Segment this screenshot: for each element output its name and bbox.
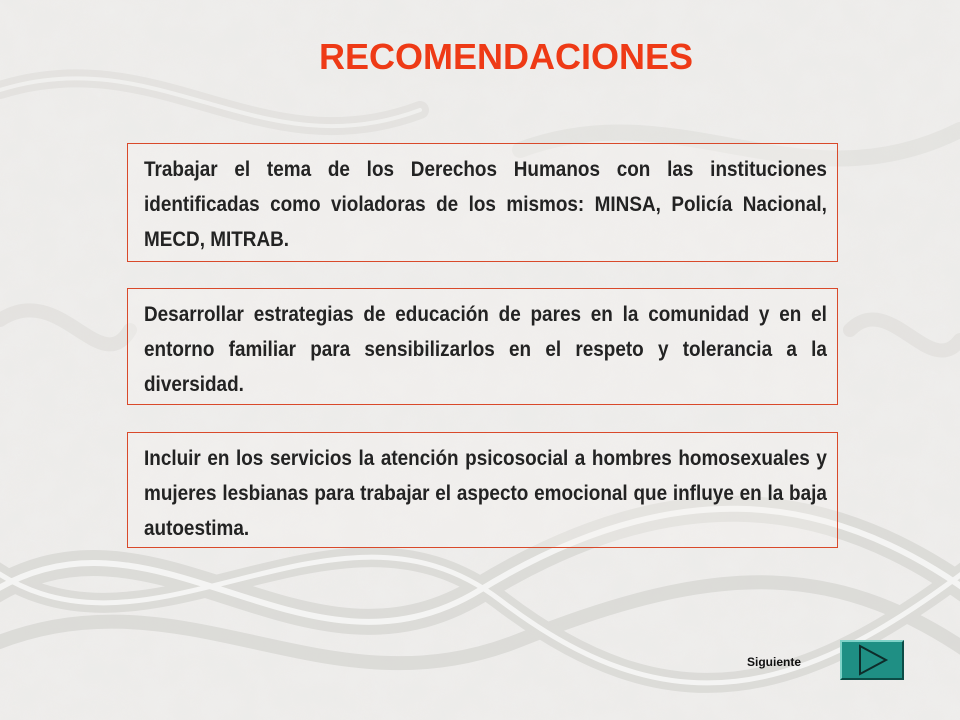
recommendation-text: Trabajar el tema de los Derechos Humanos con las instituciones identificadas como violadoras de los mismos: MINSA, Policía Nacional, MECD, MITRAB. — [144, 157, 827, 251]
recommendation-box — [127, 288, 838, 405]
next-label[interactable]: Siguiente — [747, 655, 802, 669]
play-triangle-icon — [842, 642, 902, 678]
recommendation-text: Incluir en los servicios la atención psicosocial a hombres homosexuales y mujeres lesbianas para trabajar el aspecto emocional que influye en la baja autoestima. — [144, 446, 827, 540]
next-button[interactable] — [840, 640, 904, 680]
recommendation-text: Desarrollar estrategias de educación de pares en la comunidad y en el entorno familiar para sensibilizarlos en el respeto y tolerancia a la diversidad. — [144, 302, 827, 396]
recommendation-box — [127, 143, 838, 262]
slide-title: RECOMENDACIONES — [318, 36, 694, 77]
recommendation-box — [127, 432, 838, 548]
